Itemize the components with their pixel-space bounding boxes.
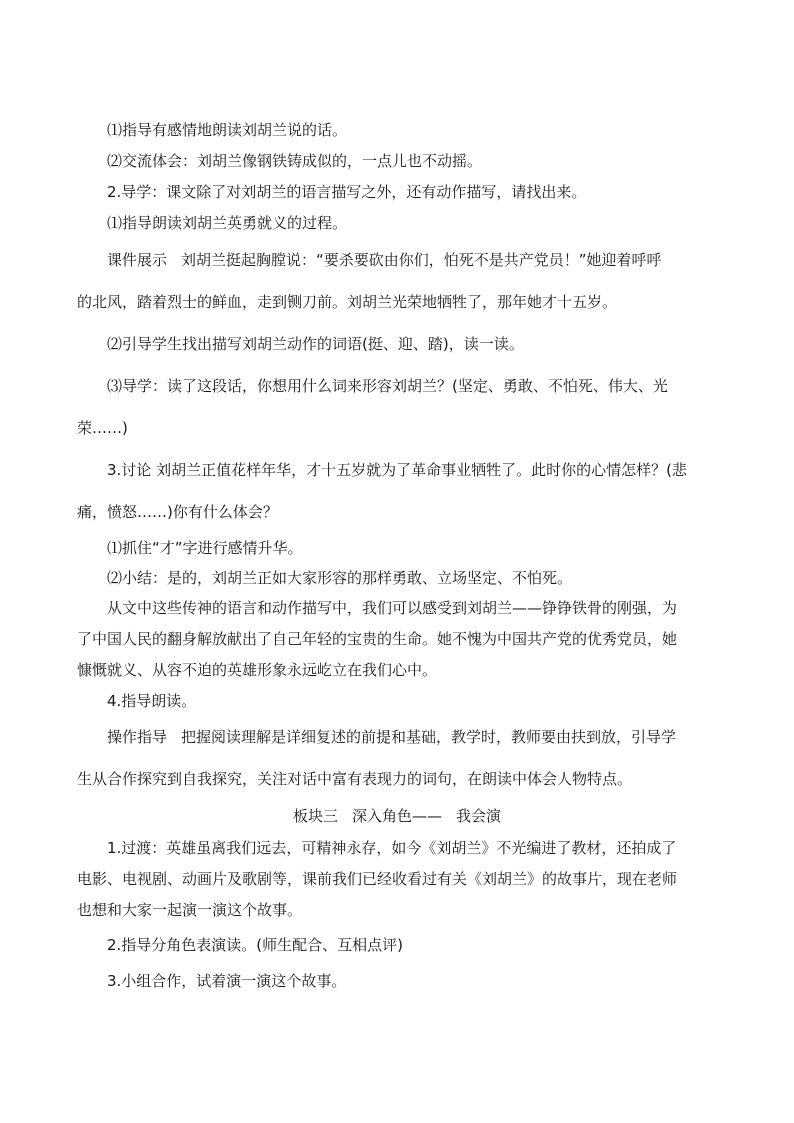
- section-heading: [0, 806, 794, 826]
- paragraph-guided-study-actions: 2.导学：课文除了对刘胡兰的语言描写之外，还有动作描写，请找出来。: [107, 183, 587, 201]
- paragraph-transition-line-3: 也想和大家一起演一演这个故事。: [77, 901, 303, 919]
- guide-line-2: 生从合作探究到自我探究，关注对话中富有表现力的词句，在朗读中体会人物特点。: [77, 770, 633, 788]
- showcase-label: 课件展示: [107, 251, 168, 269]
- showcase-line-1: [107, 250, 662, 270]
- paragraph-discussion-line-1: 3.讨论 刘胡兰正值花样年华，才十五岁就为了革命事业牺牲了。此时你的心情怎样？(悲: [107, 461, 687, 479]
- paragraph-transition-line-1: 1.过渡：英雄虽离我们远去，可精神永存，如今《刘胡兰》不光编进了教材，还拍成了: [107, 839, 677, 857]
- paragraph-group-cooperation: 3.小组合作，试着演一演这个故事。: [107, 972, 347, 990]
- paragraph-conclusion-line-2: 了中国人民的翻身解放献出了自己年轻的宝贵的生命。她不愧为中国共产党的优秀党员，她: [77, 630, 678, 648]
- section-heading-part-2: 深入角色——: [351, 807, 442, 825]
- paragraph-find-action-words: ⑵引导学生找出描写刘胡兰动作的词语(挺、迎、踏)，读一读。: [107, 335, 524, 353]
- guide-line-1: [107, 727, 676, 747]
- paragraph-describe-liu-line-1: ⑶导学：读了这段话，你想用什么词来形容刘胡兰？(坚定、勇敢、不怕死、伟大、光: [107, 377, 668, 395]
- paragraph-emphasize-cai: ⑴抓住“才”字进行感情升华。: [107, 539, 303, 557]
- paragraph-exchange-feelings: ⑵交流体会：刘胡兰像钢铁铸成似的，一点儿也不动摇。: [107, 152, 483, 170]
- section-heading-part-3: 我会演: [456, 807, 502, 825]
- paragraph-transition-line-2: 电影、电视剧、动画片及歌剧等，课前我们已经收看过有关《刘胡兰》的故事片，现在老师: [77, 870, 678, 888]
- showcase-text-1: 刘胡兰挺起胸膛说：“要杀要砍由你们，怕死不是共产党员！”她迎着呼呼: [181, 251, 662, 269]
- paragraph-conclusion-line-3: 慷慨就义、从容不迫的英雄形象永远屹立在我们心中。: [77, 661, 438, 679]
- paragraph-discussion-line-2: 痛，愤怒……)你有什么体会？: [77, 503, 278, 521]
- paragraph-role-reading: 2.指导分角色表演读。(师生配合、互相点评): [107, 936, 404, 954]
- guide-text-1: 把握阅读理解是详细复述的前提和基础，教学时，教师要由扶到放，引导学: [181, 728, 677, 746]
- paragraph-guide-reading-martyrdom: ⑴指导朗读刘胡兰英勇就义的过程。: [107, 214, 348, 232]
- paragraph-conclusion-line-1: 从文中这些传神的语言和动作描写中，我们可以感受到刘胡兰——铮铮铁骨的刚强，为: [107, 599, 678, 617]
- paragraph-guide-emotional-reading: ⑴指导有感情地朗读刘胡兰说的话。: [107, 121, 348, 139]
- showcase-line-2: 的北风，踏着烈士的鲜血，走到铡刀前。刘胡兰光荣地牺牲了，那年她才十五岁。: [77, 293, 618, 311]
- guide-label: 操作指导: [107, 728, 168, 746]
- section-heading-part-1: 板块三: [292, 807, 338, 825]
- paragraph-guide-reading: 4.指导朗读。: [107, 692, 197, 710]
- paragraph-describe-liu-line-2: 荣……): [77, 419, 128, 437]
- paragraph-summary: ⑵小结：是的，刘胡兰正如大家形容的那样勇敢、立场坚定、不怕死。: [107, 569, 573, 587]
